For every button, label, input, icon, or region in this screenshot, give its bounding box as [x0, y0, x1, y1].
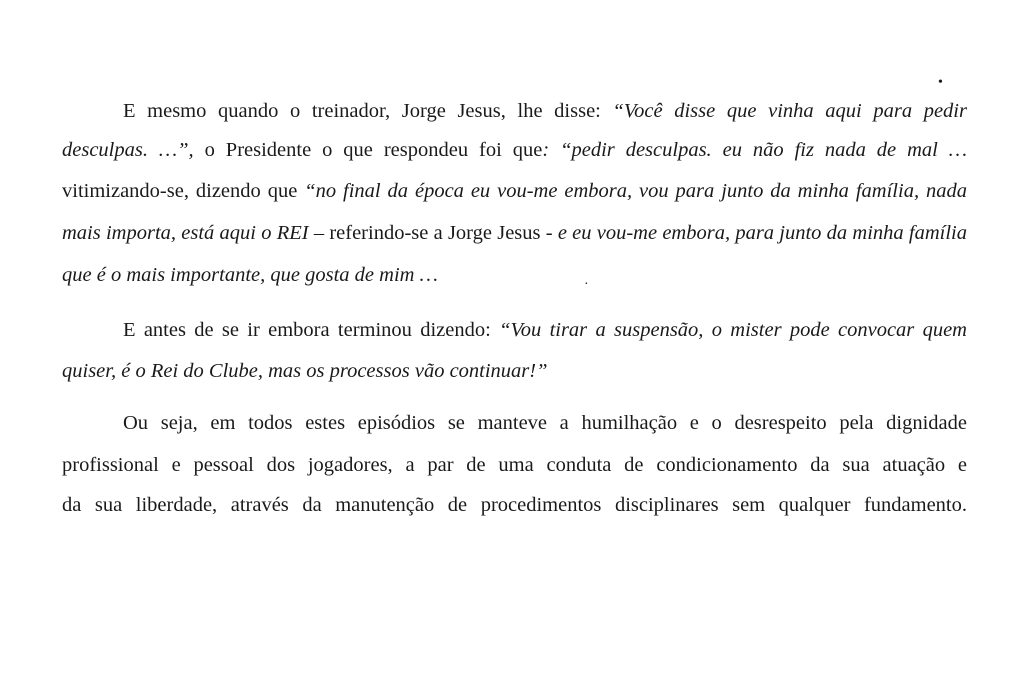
paragraph-1-line-4 — [62, 220, 967, 246]
text-span: vitimizando-se, dizendo que — [62, 180, 305, 202]
text-span: E mesmo quando o treinador, Jorge Jesus, lhe disse: — [123, 100, 613, 122]
text-span: – referindo-se a Jorge Jesus - — [308, 222, 558, 244]
paragraph-2-line-2 — [62, 358, 967, 384]
quote-span: REI — [276, 222, 309, 244]
scan-speck: • — [938, 75, 943, 90]
paragraph-2-line-1 — [123, 317, 967, 343]
paragraph-1-line-5 — [62, 262, 967, 288]
paragraph-3-line-3: da sua liberdade, através da manutenção de procedimentos disciplinares sem qualquer fundamento. — [62, 494, 967, 516]
quote-span: e eu vou-me embora, para junto da minha família — [557, 222, 967, 244]
quote-span: “Você disse que vinha aqui para pedir — [612, 100, 967, 122]
scan-speck: · — [584, 277, 589, 292]
paragraph-3-line-1: Ou seja, em todos estes episódios se manteve a humilhação e o desrespeito pela dignidade — [123, 412, 967, 434]
quote-span: que é o mais importante, que gosta de mim … — [62, 264, 438, 286]
text-span: o Presidente o que respondeu foi que — [193, 139, 543, 161]
quote-span: “Vou tirar a suspensão, o mister pode convocar quem — [499, 319, 967, 341]
quote-span: mais importa, está aqui o — [62, 222, 277, 244]
paragraph-1-line-3 — [62, 178, 967, 204]
quote-span: : “pedir desculpas. eu não fiz nada de mal … — [542, 139, 967, 161]
paragraph-1-line-1 — [123, 98, 967, 124]
paragraph-1-line-2 — [62, 137, 967, 163]
quote-span: quiser, é o Rei do Clube, mas os processos vão continuar!” — [62, 360, 548, 382]
paragraph-3-line-2: profissional e pessoal dos jogadores, a par de uma conduta de condicionamento da sua atuação e — [62, 454, 967, 476]
quote-span: desculpas. …”, — [62, 139, 194, 161]
text-span: E antes de se ir embora terminou dizendo: — [123, 319, 500, 341]
quote-span: “no final da época eu vou-me embora, vou para junto da minha família, nada — [304, 180, 967, 202]
